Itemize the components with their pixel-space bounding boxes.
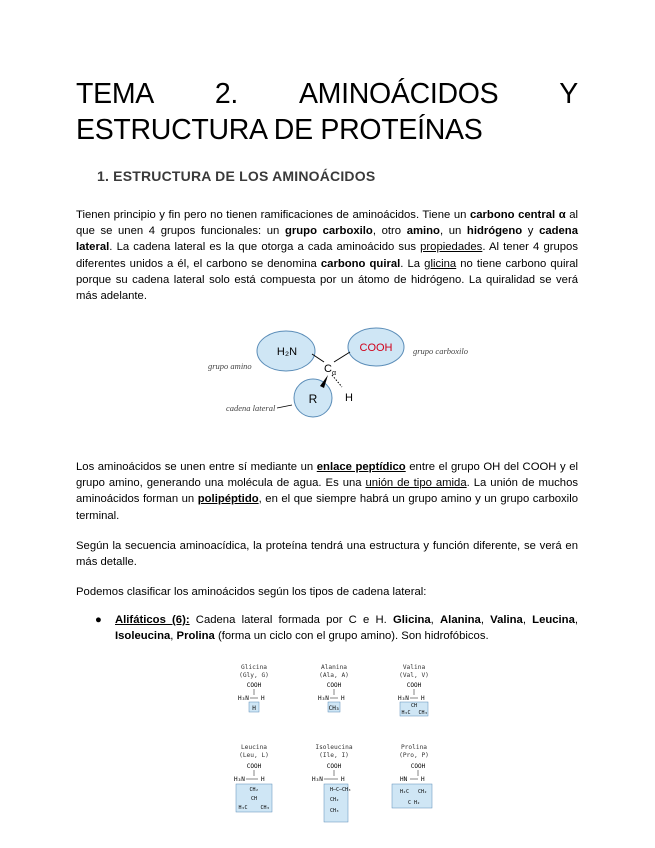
svg-text:COOH: COOH (246, 763, 262, 770)
svg-text:COOH: COOH (406, 682, 422, 689)
page-title (76, 76, 578, 148)
svg-text:COOH: COOH (326, 682, 342, 689)
svg-text:CH₃: CH₃ (330, 808, 340, 814)
leucina-structure-icon (224, 760, 284, 828)
svg-text:H: H (261, 776, 265, 783)
label-amino: grupo amino (208, 361, 252, 371)
title-word: TEMA (76, 78, 154, 110)
svg-text:C H₂: C H₂ (408, 800, 421, 806)
svg-text:CH₃: CH₃ (328, 705, 340, 712)
svg-text:H: H (341, 776, 345, 783)
svg-text:COOH: COOH (326, 763, 342, 770)
alpha-subscript: α (332, 370, 337, 377)
svg-text:COOH: COOH (410, 763, 426, 770)
carboxyl-group-label: COOH (359, 342, 393, 354)
aa-prolina: Prolina (Pro, P) COOH HN H H₂C CH₂ C H₂ (374, 744, 454, 828)
valina-structure-icon (384, 680, 444, 720)
svg-text:H: H (252, 705, 256, 712)
title-word: AMINOÁCIDOS (298, 78, 499, 110)
aa-valina: Valina (Val, V) COOH H₃N H CH H₃C CH₃ (374, 664, 454, 720)
title-line-2: ESTRUCTURA DE PROTEÍNAS (76, 114, 483, 146)
svg-text:H₃N: H₃N (312, 776, 323, 783)
svg-text:HN: HN (400, 776, 408, 783)
title-word: Y (559, 78, 578, 110)
isoleucina-structure-icon (304, 760, 364, 828)
svg-text:CH₂: CH₂ (249, 787, 259, 793)
title-word: 2. (214, 78, 239, 110)
label-side-chain: cadena lateral (226, 403, 276, 413)
svg-text:H₃N: H₃N (238, 695, 249, 702)
svg-text:H₃N: H₃N (398, 695, 409, 702)
svg-text:CH: CH (410, 703, 418, 709)
svg-text:H: H (421, 695, 425, 702)
svg-text:CH₃: CH₃ (418, 710, 428, 716)
aa-alanina: Alanina (Ala, A) COOH H₃N H CH₃ (294, 664, 374, 720)
aa-leucina: Leucina (Leu, L) COOH H₃N H CH₂ CH H₃C CH₃ (214, 744, 294, 828)
svg-text:H₃N: H₃N (318, 695, 329, 702)
svg-text:CH: CH (250, 796, 258, 802)
amino-acid-diagram (200, 322, 500, 422)
svg-text:CH₃: CH₃ (260, 805, 270, 811)
alanina-structure-icon (304, 680, 364, 720)
r-group-label: R (308, 392, 318, 406)
paragraph-intro: Tienen principio y fin pero no tienen ramificaciones de aminoácidos. Tiene un carbono central α al que se unen 4 grupos funcionales: un grupo carboxilo, otro amino, un hidrógeno y cadena lateral. La cadena lateral es la que otorga a cada aminoácido sus propiedades. Al tener 4 grupos diferentes unidos a él, el carbono se denomina carbono quiral. La glicina no tiene carbono quiral porque su cadena lateral solo está compuesta por un átomo de hidrógeno. La quiralidad se verá más adelante. (76, 209, 579, 303)
prolina-structure-icon (384, 760, 444, 828)
alpha-carbon: C (324, 363, 332, 375)
paragraph-peptide: Los aminoácidos se unen entre sí mediante un enlace peptídico entre el grupo OH del COOH y el grupo amino, generando una molécula de agua. Es una unión de tipo amida. La unión de muchos aminoácidos forman un polipéptido, en el que siempre habrá un grupo amino y un grupo carboxilo terminal. (76, 461, 579, 522)
svg-text:H: H (421, 776, 425, 783)
label-carboxyl: grupo carboxilo (413, 346, 469, 356)
paragraph-sequence: Según la secuencia aminoacídica, la proteína tendrá una estructura y función diferente, se verá en más detalle. (76, 540, 578, 569)
svg-text:CH₂: CH₂ (418, 789, 428, 795)
aa-glicina: Glicina (Gly, G) COOH H₃N H H (214, 664, 294, 720)
bullet-icon: ● (95, 614, 102, 626)
amino-group-label: H₂N (276, 346, 298, 358)
svg-text:H₃C: H₃C (401, 710, 411, 716)
glicina-structure-icon (224, 680, 284, 720)
svg-text:H₃N: H₃N (234, 776, 245, 783)
aa-isoleucina: Isoleucina (Ile, I) COOH H₃N H H—C—CH₃ CH₂ CH₃ (294, 744, 374, 828)
svg-text:CH₂: CH₂ (330, 797, 340, 803)
amino-acid-structures (214, 660, 454, 830)
paragraph-classify: Podemos clasificar los aminoácidos según los tipos de cadena lateral: (76, 586, 427, 598)
svg-text:H: H (341, 695, 345, 702)
svg-text:H₃C: H₃C (238, 805, 248, 811)
svg-text:H₂C: H₂C (400, 789, 410, 795)
list-item-aliphatic: ● Alifáticos (6): Cadena lateral formada por C e H. Glicina, Alanina, Valina, Leucina, Isoleucina, Prolina (forma un ciclo con el grupo amino). Son hidrofóbicos. (95, 614, 579, 643)
svg-text:H: H (261, 695, 265, 702)
section-heading: 1. ESTRUCTURA DE LOS AMINOÁCIDOS (97, 168, 376, 184)
hydrogen-label: H (345, 392, 353, 404)
svg-text:H—C—CH₃: H—C—CH₃ (330, 787, 352, 793)
svg-text:COOH: COOH (246, 682, 262, 689)
